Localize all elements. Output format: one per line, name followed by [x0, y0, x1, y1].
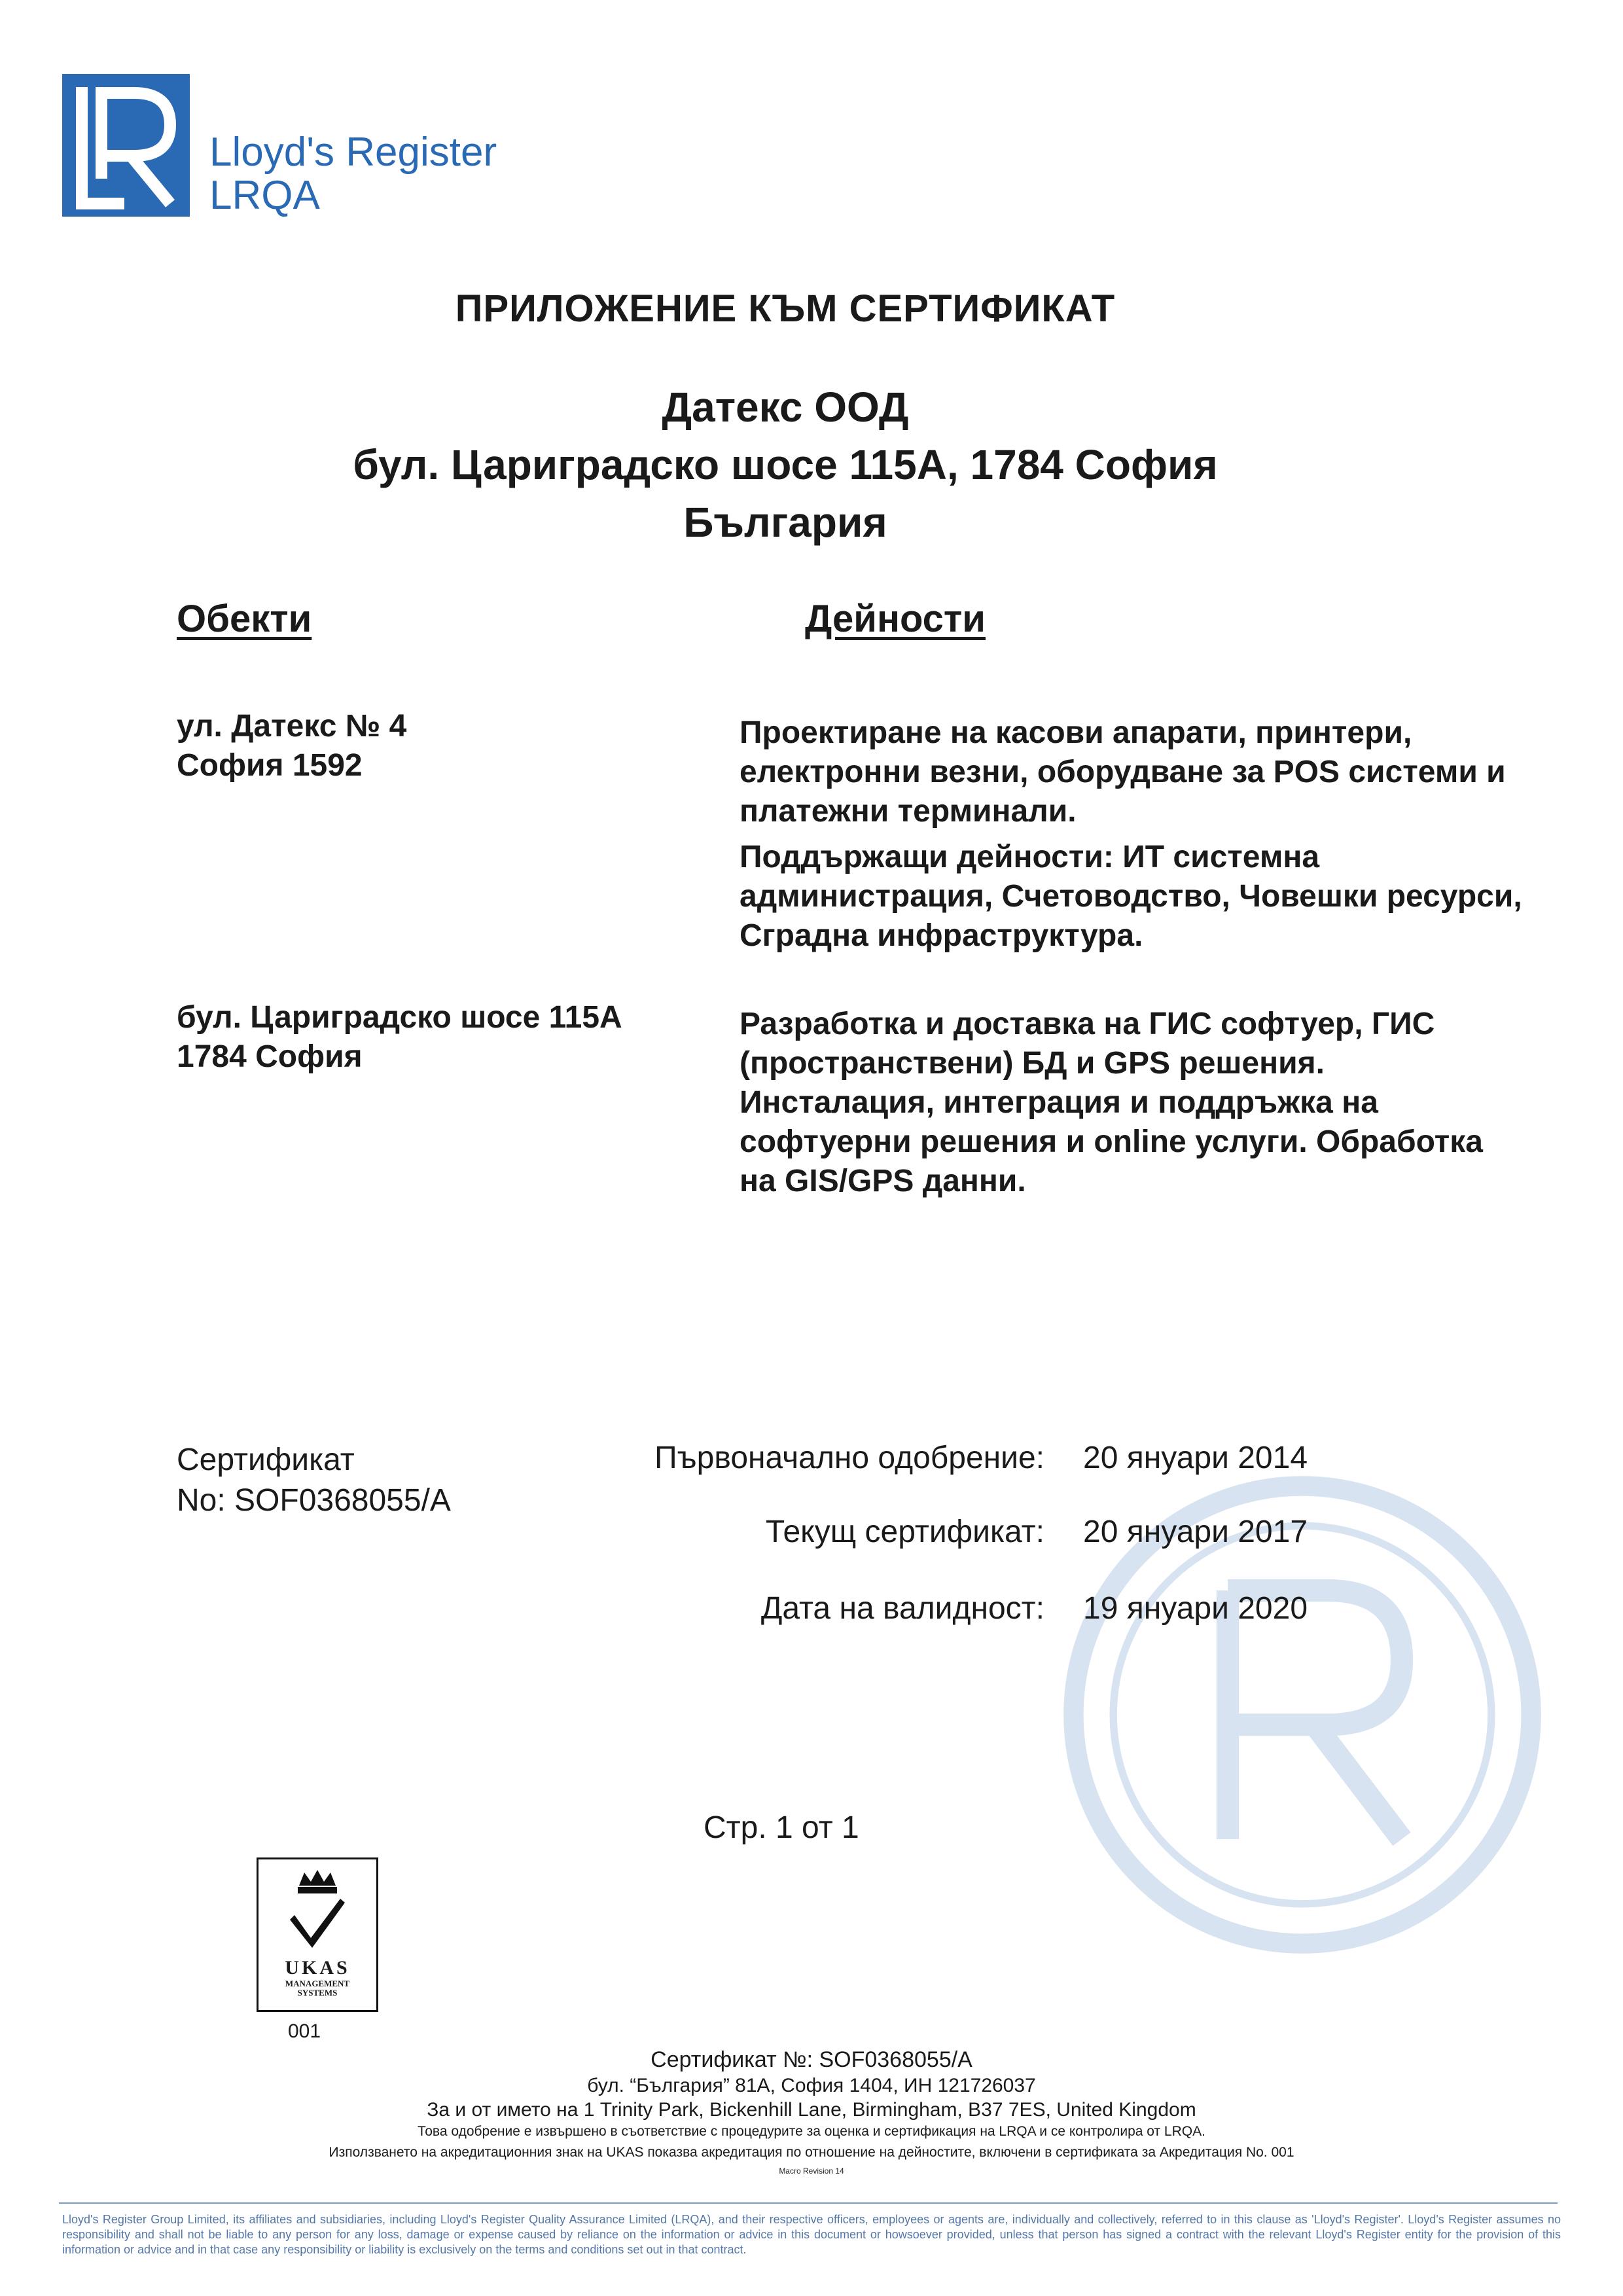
sites-heading: Обекти: [177, 598, 312, 640]
certificate-label: Сертификат: [177, 1443, 355, 1477]
footer-address: бул. “България” 81А, София 1404, ИН 121726037: [587, 2075, 1036, 2096]
activity-text: Разработка и доставка на ГИС софтуер, ГИС (пространствени) БД и GPS решения. Инсталация, интеграция и поддръжка на софтуерни решения и online услуги. Обработка на GIS/GPS данни.: [740, 1007, 1483, 1198]
site-2-activities: [740, 1005, 1512, 1208]
site-1-activities: [740, 713, 1525, 962]
footer-cert-number: Сертификат №: SOF0368055/A: [651, 2047, 972, 2072]
original-approval-date: 20 януари 2014: [1083, 1441, 1308, 1475]
current-certificate-date: 20 януари 2017: [1083, 1515, 1308, 1549]
site-address-line: ул. Датекс № 4: [177, 709, 407, 744]
activity-text: Поддържащи дейности: ИТ системна администрация, Счетоводство, Човешки ресурси, Сградна инфраструктура.: [740, 840, 1522, 953]
page-number: Стр. 1 от 1: [704, 1810, 859, 1845]
activities-heading: Дейности: [805, 598, 986, 640]
lr-logo-wordmark: [209, 131, 497, 217]
certificate-number: No: SOF0368055/A: [177, 1483, 451, 1518]
lr-logo-mark: [62, 74, 190, 217]
ukas-label: UKAS: [285, 1957, 350, 1979]
site-1-address: [177, 707, 406, 785]
site-address-line: бул. Цариградско шосе 115A: [177, 1000, 622, 1035]
footer-on-behalf: За и от името на 1 Trinity Park, Bickenhill Lane, Birmingham, B37 7ES, United Kingdom: [427, 2099, 1196, 2121]
site-2-address: [177, 998, 622, 1077]
document-title: ПРИЛОЖЕНИЕ КЪМ СЕРТИФИКАТ: [455, 287, 1116, 330]
expiry-date: 19 януари 2020: [1083, 1591, 1308, 1626]
company-country: България: [683, 499, 887, 546]
site-address-line: 1784 София: [177, 1039, 363, 1074]
legal-disclaimer: Lloyd's Register Group Limited, its affiliates and subsidiaries, including Lloyd's Register Quality Assurance Limited (LRQA), and their respective officers, employees or agents are, individually and collectively, referred to in this clause as 'Lloyd's Register'. Lloyd's Register assumes no responsibility and shall not be liable to any person for any loss, damage or expense caused by reliance on the information or advice in this document or howsoever provided, unless that person has signed a contract with the relevant Lloyd's Register entity for the provision of this information or advice and in that case any responsibility or liability is exclusively on the terms and conditions set out in that contract.: [62, 2213, 1561, 2256]
footer-revision: Macro Revision 14: [779, 2166, 844, 2176]
logo-line2: LRQA: [209, 173, 320, 218]
certificate-id: [177, 1440, 451, 1521]
activity-text: Проектиране на касови апарати, принтери, електронни везни, оборудване за POS системи и платежни терминали.: [740, 715, 1506, 829]
current-certificate-label: Текущ сертификат:: [765, 1515, 1044, 1549]
expiry-label: Дата на валидност:: [760, 1591, 1044, 1626]
footer-approval: Това одобрение е извършено в съответствие с процедурите за оценка и сертификация на LRQA и се контролира от LRQA.: [418, 2124, 1205, 2139]
crown-icon: [298, 1870, 337, 1893]
company-address: бул. Цариградско шосе 115A, 1784 София: [353, 441, 1218, 488]
company-block: [0, 378, 1571, 551]
logo-line1: Lloyd's Register: [209, 130, 497, 175]
ukas-text: [259, 1957, 376, 1998]
ukas-sub2: SYSTEMS: [297, 1988, 338, 1998]
checkmark-icon: [290, 1899, 345, 1948]
footer-divider: [59, 2202, 1558, 2204]
original-approval-label: Първоначално одобрение:: [654, 1441, 1044, 1475]
ukas-number: 001: [288, 2020, 321, 2042]
ukas-sub1: MANAGEMENT: [285, 1979, 350, 1988]
company-name: Датекс ООД: [662, 384, 909, 431]
site-address-line: София 1592: [177, 748, 363, 783]
footer-accreditation: Използването на акредитационния знак на UKAS показва акредитация по отношение на дейностите, включени в сертификата за Акредитация No. 001: [329, 2145, 1294, 2160]
